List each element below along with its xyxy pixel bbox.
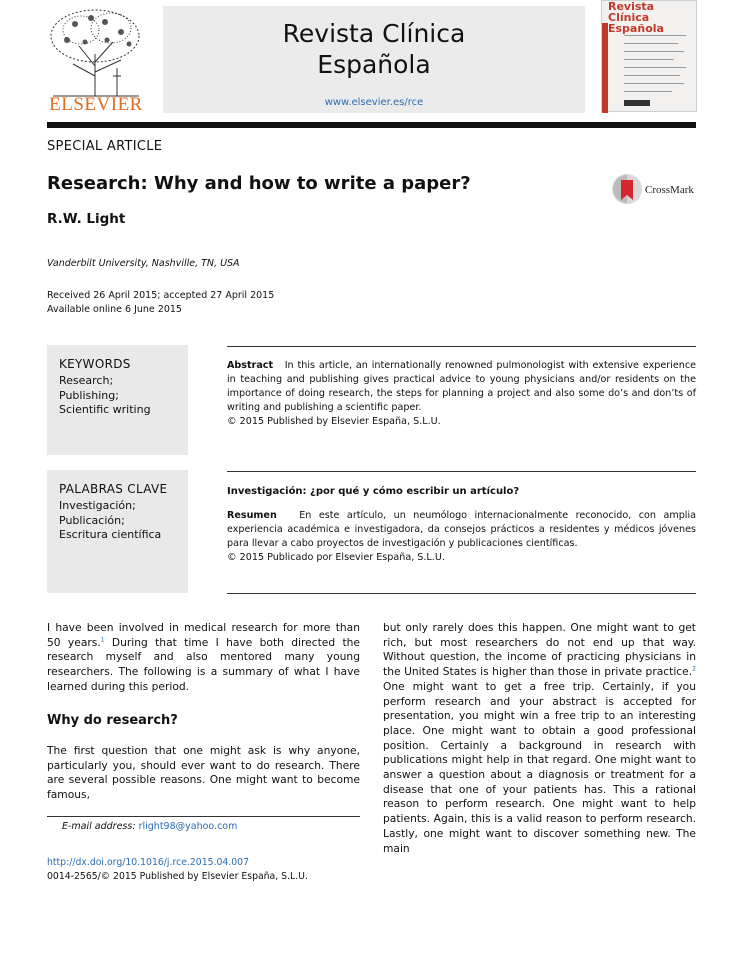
crossmark-label: CrossMark <box>645 184 694 196</box>
keywords-list <box>59 374 151 418</box>
crossmark-badge[interactable] <box>611 172 701 206</box>
abstract-es <box>227 509 696 565</box>
keywords-box-es <box>47 470 188 593</box>
publisher-wordmark: ELSEVIER <box>49 94 143 115</box>
abstract-top-rule <box>227 346 696 347</box>
journal-url-link[interactable]: www.elsevier.es/rce <box>324 97 424 108</box>
cover-title: Revista Clínica Española <box>608 0 664 35</box>
body-paragraph-right: but only rarely does this happen. One might want to get rich, but most researchers do not end up that way. Without question, the income of practicing physicians in the United States is higher than those in private practice.$^2$ One might want to get a free trip. Certainly, if you perform research and your abstract is accepted for presentation, you might win a free trip to an interesting place. One might want to obtain a good professional position. Certainly a background in research with publications might help in that regard. One might want to answer a question about a diagnosis or treatment for a disease that one of your patients has. This a rational reason to perform research. One might want to help patients. Again, this is a valid reason to perform research. Lastly, one might want to discover something new. The main <box>383 621 696 855</box>
elsevier-tree-icon <box>45 6 147 98</box>
abstract-en <box>227 359 696 429</box>
resumen-title: Investigación: ¿por qué y cómo escribir un artículo? <box>227 486 520 497</box>
cover-side-bar <box>602 23 608 113</box>
abstract-bottom-rule <box>227 593 696 594</box>
resumen-label: Resumen <box>227 510 277 521</box>
journal-title <box>163 18 585 80</box>
resumen-text: En este artículo, un neumólogo internacionalmente reconocido, con amplia experiencia académica e investigadora, da consejos prácticos a residentes y médicos jóvenes para llevar a cabo proyectos de investigación y publicaciones científicas. <box>227 510 696 549</box>
journal-title-line2: Española <box>317 50 431 79</box>
cover-publisher-mark <box>624 100 650 106</box>
keyword-item: Investigación; <box>59 499 136 512</box>
article-section: SPECIAL ARTICLE <box>47 139 163 154</box>
header-divider <box>47 122 696 128</box>
keyword-item: Publishing; <box>59 388 119 402</box>
keywords-box-en <box>47 345 188 455</box>
journal-cover-thumbnail <box>601 0 697 112</box>
abstract-label: Abstract <box>227 360 274 371</box>
abstract-divider-rule <box>227 471 696 472</box>
abstract-text: In this article, an internationally renowned pulmonologist with extensive experience in teaching and publishing gives practical advice to young physicians and/or residents on the importance of doing research, the steps for planning a project and also some do’s and don’ts of writing and publishing a scientific paper. <box>227 360 697 413</box>
journal-header <box>163 6 585 113</box>
journal-title-line1: Revista Clínica <box>282 19 466 48</box>
email-link[interactable]: rlight98@yahoo.com <box>138 821 238 832</box>
resumen-copyright: © 2015 Publicado por Elsevier España, S.L.U. <box>227 552 445 563</box>
body-paragraph: I have been involved in medical research for more than 50 years.$^1$ During that time I have both directed the research myself and also mentored many young researchers. The following is a summary of what I have learned during this period. <box>47 621 360 693</box>
reference-link[interactable]: 2 <box>692 665 696 673</box>
email-label: E-mail address: <box>62 821 136 832</box>
reference-link[interactable]: 1 <box>100 636 105 644</box>
available-online-date: Available online 6 June 2015 <box>47 304 182 315</box>
author-affiliation: Vanderbilt University, Nashville, TN, USA <box>47 258 240 269</box>
keywords-heading: KEYWORDS <box>59 357 131 371</box>
palabras-clave-list <box>59 499 161 543</box>
keyword-item: Publicación; <box>59 513 125 527</box>
issn-copyright: 0014-2565/© 2015 Published by Elsevier España, S.L.U. <box>47 871 308 882</box>
section-heading: Why do research? <box>47 713 178 728</box>
body-paragraph: The first question that one might ask is why anyone, particularly you, should ever want to do research. There are several possible reasons. One might want to become famous, <box>47 744 360 802</box>
keyword-item: Escritura científica <box>59 528 162 541</box>
keyword-item: Scientific writing <box>59 403 151 416</box>
corresponding-email <box>62 821 237 832</box>
crossmark-icon <box>611 172 643 206</box>
article-author: R.W. Light <box>47 211 126 227</box>
palabras-clave-heading: PALABRAS CLAVE <box>59 482 168 496</box>
abstract-copyright: © 2015 Published by Elsevier España, S.L.U. <box>227 416 441 427</box>
article-title: Research: Why and how to write a paper? <box>47 173 471 194</box>
received-dates: Received 26 April 2015; accepted 27 April 2015 <box>47 290 275 301</box>
keyword-item: Research; <box>59 374 114 387</box>
footnote-rule <box>47 816 360 817</box>
doi-link[interactable]: http://dx.doi.org/10.1016/j.rce.2015.04.007 <box>47 857 250 868</box>
elsevier-logo <box>45 6 147 118</box>
